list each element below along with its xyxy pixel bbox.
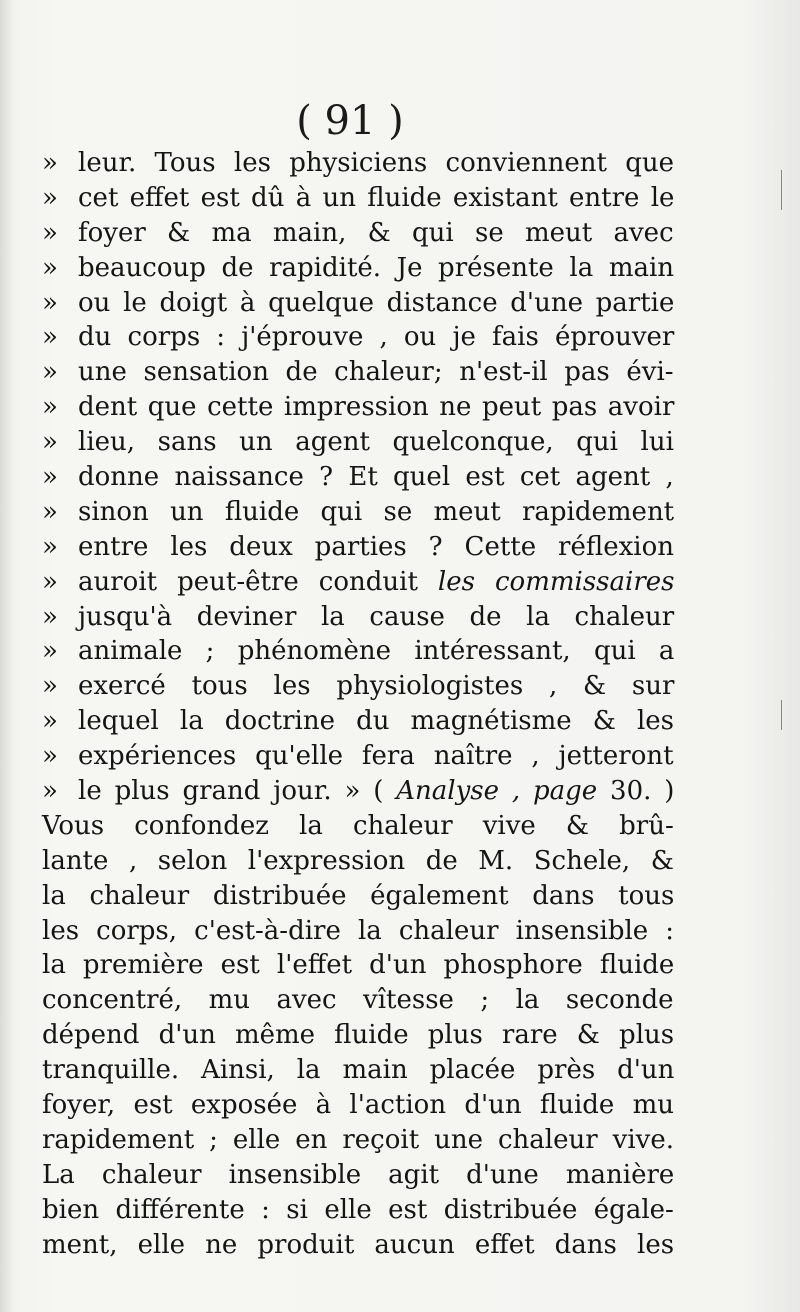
- quote-mark: »: [42, 496, 58, 527]
- text-line: [42, 530, 674, 565]
- quote-mark: »: [42, 148, 58, 178]
- quote-mark: »: [42, 427, 58, 458]
- line-text: dent que cette impression ne peut pas avoir: [78, 392, 675, 423]
- line-text: animale ; phénomène intéressant, qui a: [78, 636, 675, 667]
- text-line: [42, 425, 674, 460]
- text-line: [42, 914, 674, 949]
- text-line: [42, 774, 674, 809]
- line-text-end: 30. ): [597, 776, 675, 807]
- text-line: [42, 1053, 674, 1088]
- text-line: [42, 320, 674, 355]
- quote-mark: »: [42, 252, 58, 283]
- line-text: La chaleur insensible agit d'une manière: [42, 1159, 675, 1190]
- line-text: beaucoup de rapidité. Je présente la main: [78, 252, 675, 283]
- quote-mark: »: [42, 671, 58, 702]
- text-line: [42, 1193, 674, 1228]
- text-line: [42, 1228, 674, 1263]
- text-line: [42, 844, 674, 879]
- line-text: une sensation de chaleur; n'est-il pas évi-: [78, 357, 674, 388]
- text-line: [42, 251, 674, 286]
- line-italic-text: les commissaires: [437, 566, 675, 597]
- line-text: Vous confondez la chaleur vive & brû-: [42, 810, 674, 841]
- line-text: lante , selon l'expression de M. Schele, &: [42, 845, 674, 876]
- text-line: [42, 879, 674, 914]
- line-text: auroit peut-être conduit: [78, 566, 438, 597]
- line-text: expériences qu'elle fera naître , jetteront: [78, 741, 674, 772]
- line-text: lieu, sans un agent quelconque, qui lui: [78, 427, 674, 458]
- quote-mark: »: [42, 706, 58, 737]
- quote-mark: »: [42, 287, 58, 318]
- line-text: sinon un fluide qui se meut rapidement: [78, 496, 675, 527]
- quote-mark: »: [42, 462, 58, 493]
- page-number: ( 91 ): [296, 98, 404, 144]
- text-line: [42, 146, 674, 181]
- line-text: leur. Tous les physiciens conviennent que: [78, 148, 674, 178]
- line-text: du corps : j'éprouve , ou je fais éprouver: [78, 322, 675, 353]
- line-text: foyer & ma main, & qui se meut avec: [78, 217, 674, 248]
- line-text: le plus grand jour. » (: [78, 776, 397, 807]
- text-line: [42, 1018, 674, 1053]
- margin-mark: [781, 170, 792, 210]
- quote-mark: »: [42, 601, 58, 632]
- line-text: cet effet est dû à un fluide existant entre le: [78, 182, 675, 213]
- line-text: jusqu'à deviner la cause de la chaleur: [78, 601, 675, 632]
- line-text: les corps, c'est-à-dire la chaleur insensible :: [42, 915, 675, 946]
- line-text: entre les deux parties ? Cette réflexion: [78, 531, 674, 562]
- text-line: [42, 1123, 674, 1158]
- text-line: [42, 809, 674, 844]
- line-text: foyer, est exposée à l'action d'un fluide mu: [42, 1090, 674, 1121]
- text-line: [42, 948, 674, 983]
- text-line: [42, 739, 674, 774]
- text-line: [42, 181, 674, 216]
- line-text: la chaleur distribuée également dans tous: [42, 880, 675, 911]
- line-text: la première est l'effet d'un phosphore fluide: [42, 950, 675, 981]
- quote-mark: »: [42, 217, 58, 248]
- line-italic-text: Analyse , page: [396, 776, 598, 807]
- text-line: [42, 216, 674, 251]
- quote-mark: »: [42, 322, 58, 353]
- text-line: [42, 460, 674, 495]
- text-line: [42, 634, 674, 669]
- line-text: exercé tous les physiologistes , & sur: [78, 671, 675, 702]
- line-text: ment, elle ne produit aucun effet dans les: [42, 1229, 675, 1260]
- text-line: [42, 704, 674, 739]
- quote-mark: »: [42, 566, 58, 597]
- text-line: [42, 600, 674, 635]
- text-line: [42, 495, 674, 530]
- text-line: [42, 355, 674, 390]
- text-line: [42, 286, 674, 321]
- quote-mark: »: [42, 741, 58, 772]
- text-line: [42, 983, 674, 1018]
- quote-mark: »: [42, 357, 58, 388]
- quote-mark: »: [42, 776, 58, 807]
- body-text: [42, 146, 674, 1263]
- quote-mark: »: [42, 182, 58, 213]
- line-text: tranquille. Ainsi, la main placée près d'un: [42, 1055, 675, 1086]
- margin-mark: [781, 700, 792, 730]
- quote-mark: »: [42, 636, 58, 667]
- text-line: [42, 565, 674, 600]
- line-text: dépend d'un même fluide plus rare & plus: [42, 1020, 675, 1051]
- line-text: ou le doigt à quelque distance d'une partie: [78, 287, 675, 318]
- line-text: donne naissance ? Et quel est cet agent ,: [78, 462, 674, 493]
- text-line: [42, 1158, 674, 1193]
- quote-mark: »: [42, 392, 58, 423]
- quote-mark: »: [42, 531, 58, 562]
- line-text: lequel la doctrine du magnétisme & les: [78, 706, 675, 737]
- text-line: [42, 390, 674, 425]
- line-text: concentré, mu avec vîtesse ; la seconde: [42, 985, 674, 1016]
- text-line: [42, 669, 674, 704]
- line-text: bien différente : si elle est distribuée égale-: [42, 1194, 674, 1225]
- text-line: [42, 1088, 674, 1123]
- line-text: rapidement ; elle en reçoit une chaleur vive.: [42, 1124, 674, 1155]
